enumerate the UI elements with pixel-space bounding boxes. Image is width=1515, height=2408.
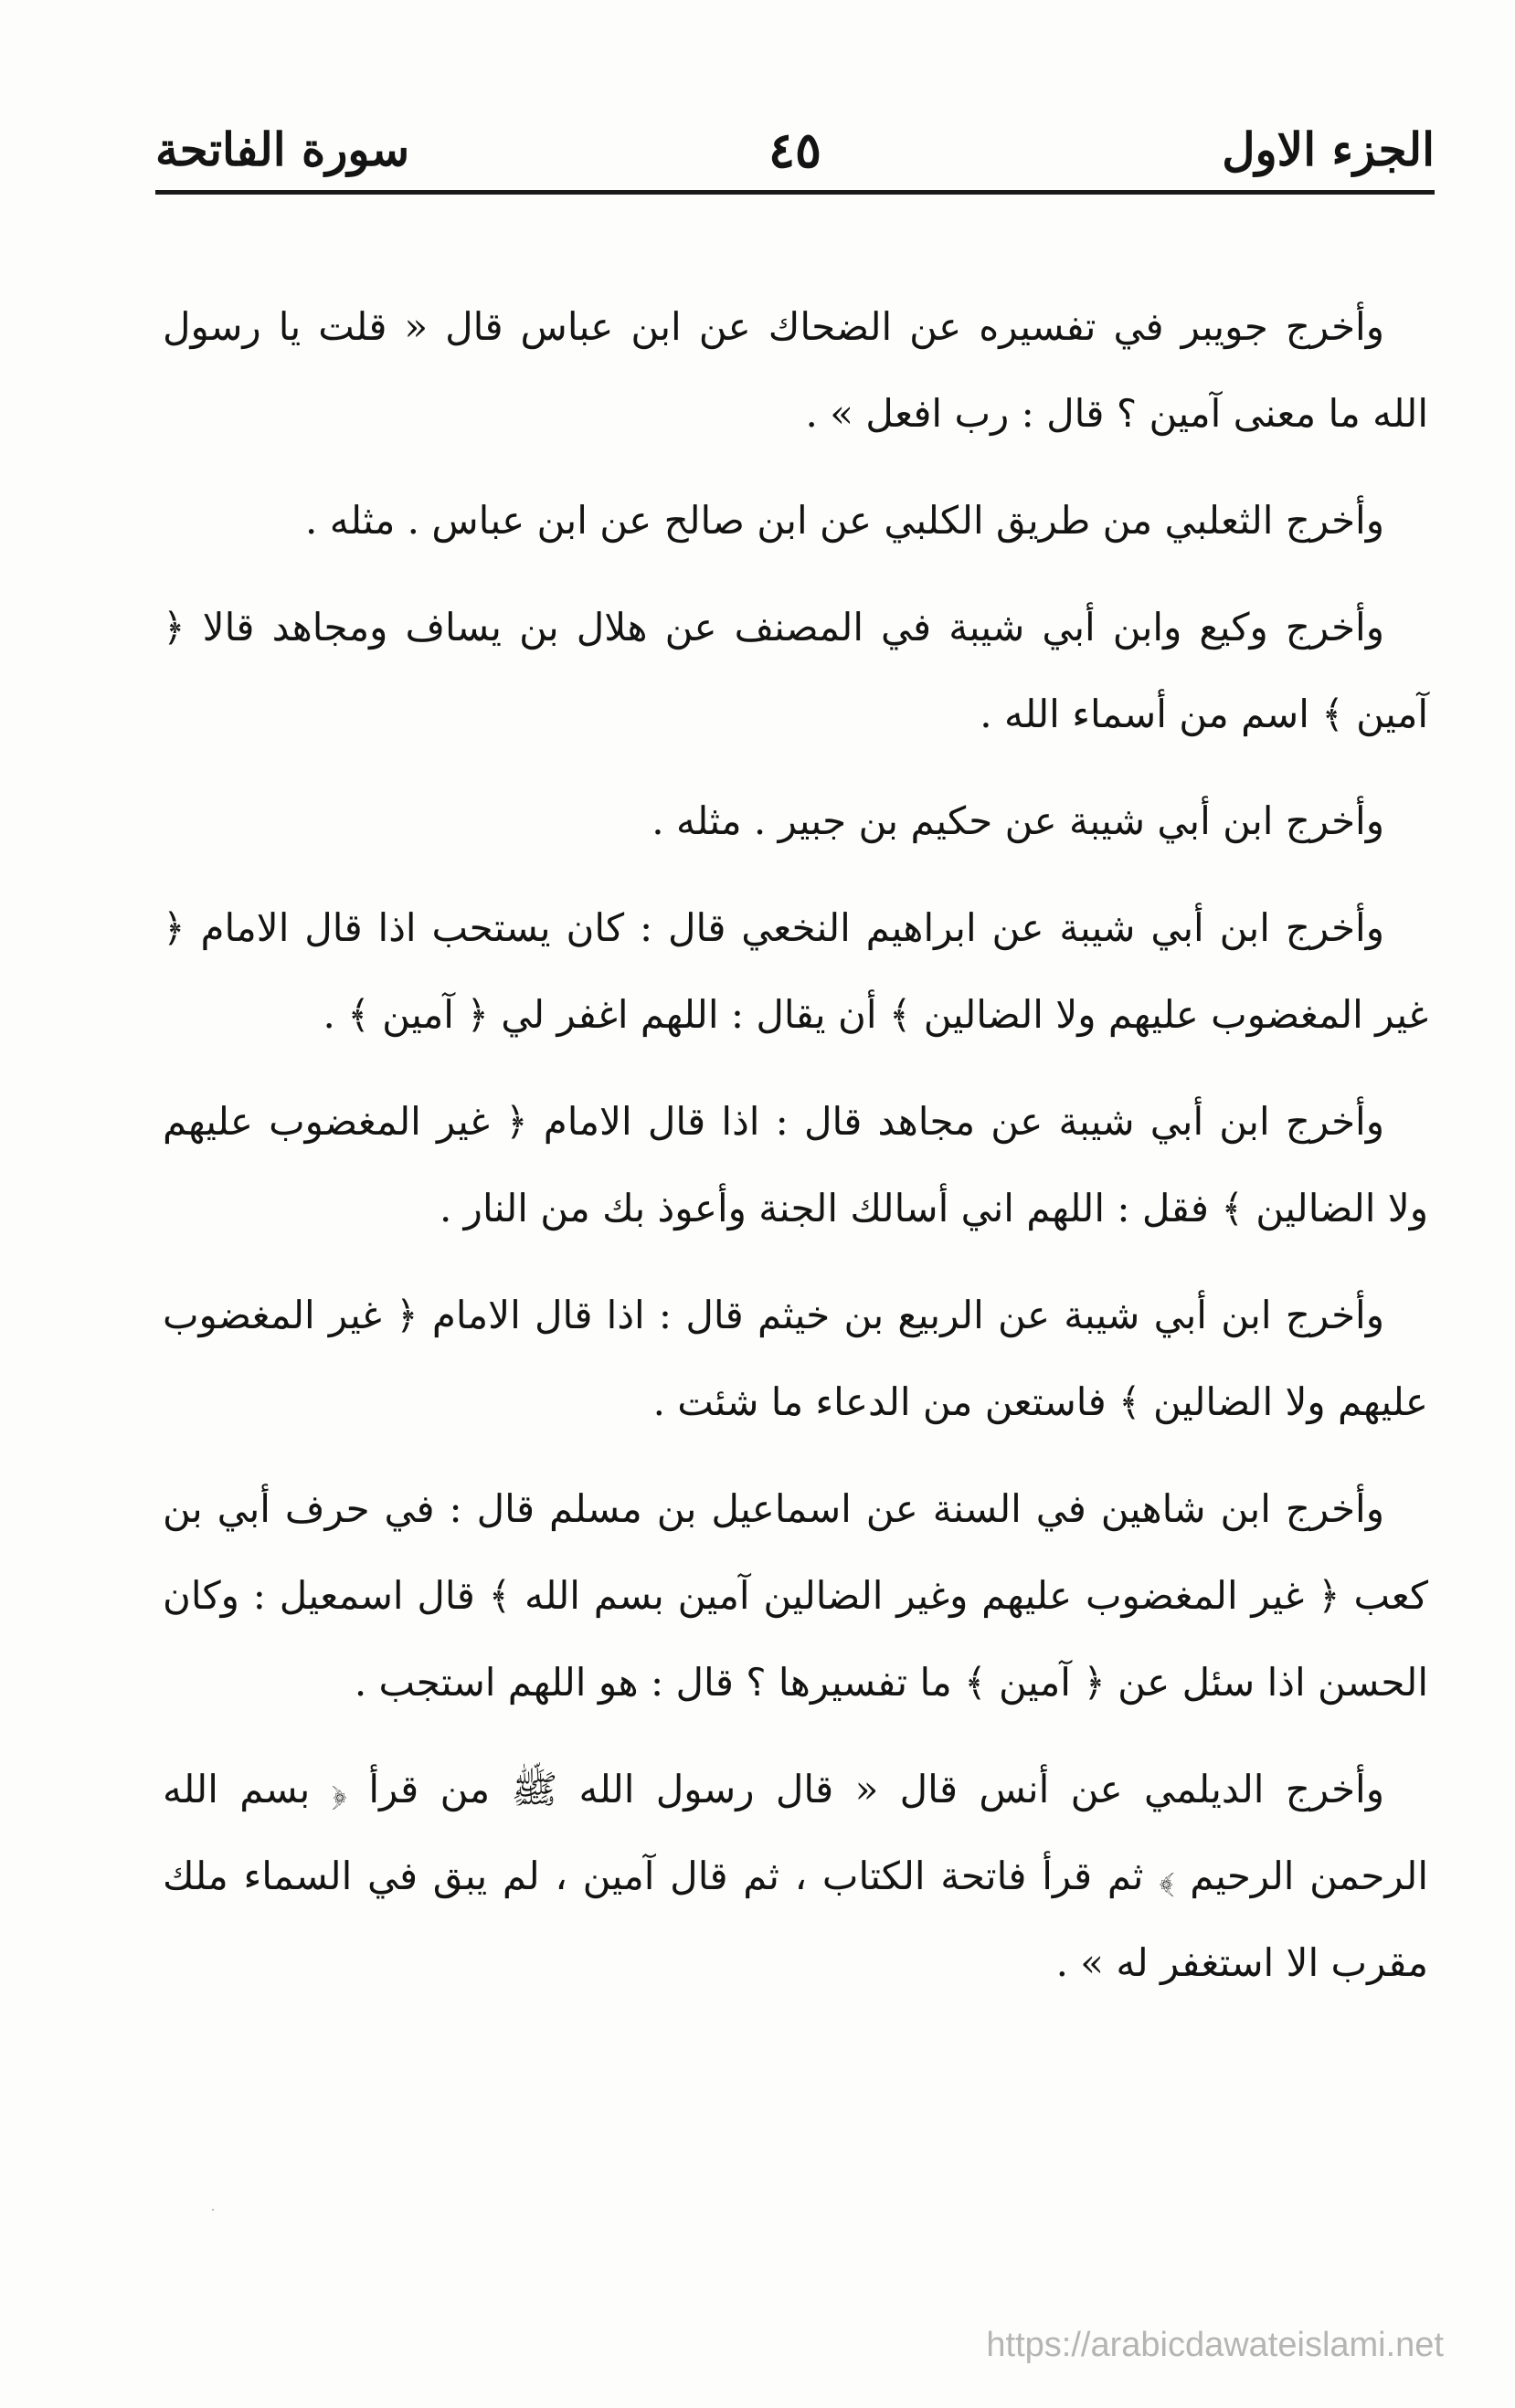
source-watermark: https://arabicdawateislami.net (986, 2326, 1444, 2364)
paragraph-3: وأخرج وكيع وابن أبي شيبة في المصنف عن هلال بن يساف ومجاهد قالا ﴿ آمين ﴾ اسم من أسماء الله . (163, 605, 1428, 736)
page-number: ٤٥ (768, 121, 822, 179)
paragraph-9: وأخرج الديلمي عن أنس قال « قال رسول الله ﷺ من قرأ ﴿ بسم الله الرحمن الرحيم ﴾ ثم قرأ فاتحة الكتاب ، ثم قال آمين ، لم يبق في السماء ملك مقرب الا استغفر له » . (163, 1767, 1428, 1985)
scan-speck (212, 2209, 214, 2211)
volume-title: الجزء الاول (1222, 122, 1435, 176)
header-divider (155, 190, 1435, 195)
paragraph-5: وأخرج ابن أبي شيبة عن ابراهيم النخعي قال : كان يستحب اذا قال الامام ﴿ غير المغضوب عليهم ولا الضالين ﴾ أن يقال : اللهم اغفر لي ﴿ آمين ﴾ . (163, 905, 1428, 1037)
paragraph-2: وأخرج الثعلبي من طريق الكلبي عن ابن صالح عن ابن عباس . مثله . (305, 498, 1384, 543)
paragraph-4: وأخرج ابن أبي شيبة عن حكيم بن جبير . مثله . (652, 798, 1384, 843)
paragraph-1: وأخرج جويبر في تفسيره عن الضحاك عن ابن عباس قال « قلت يا رسول الله ما معنى آمين ؟ قال : رب افعل » . (163, 304, 1428, 436)
paragraph-8: وأخرج ابن شاهين في السنة عن اسماعيل بن مسلم قال : في حرف أبي بن كعب ﴿ غير المغضوب عليهم وغير الضالين آمين بسم الله ﴾ قال اسمعيل : وكان الحسن اذا سئل عن ﴿ آمين ﴾ ما تفسيرها ؟ قال : هو اللهم استجب . (163, 1486, 1428, 1705)
surah-title: سورة الفاتحة (155, 122, 410, 176)
paragraph-6: وأخرج ابن أبي شيبة عن مجاهد قال : اذا قال الامام ﴿ غير المغضوب عليهم ولا الضالين ﴾ فقل : اللهم اني أسالك الجنة وأعوذ بك من النار . (163, 1099, 1428, 1230)
paragraph-7: وأخرج ابن أبي شيبة عن الربيع بن خيثم قال : اذا قال الامام ﴿ غير المغضوب عليهم ولا الضالين ﴾ فاستعن من الدعاء ما شئت . (163, 1293, 1428, 1424)
page-header (155, 117, 1435, 190)
page-body (163, 283, 1428, 2026)
